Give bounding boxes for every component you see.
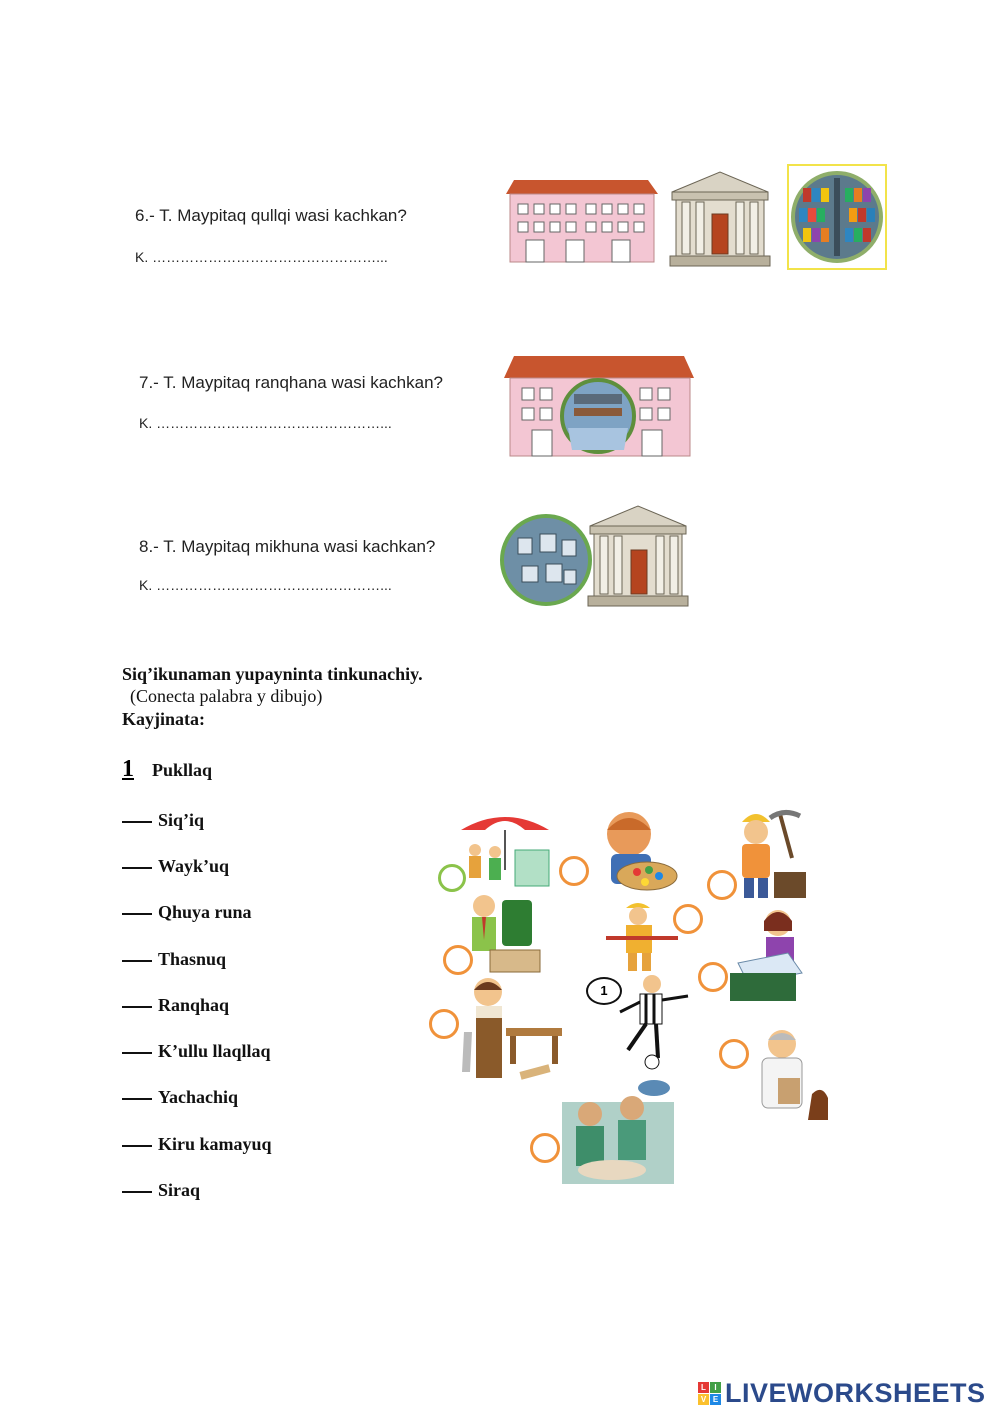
answer-blank[interactable] xyxy=(122,1051,152,1054)
example-label: Kayjinata: xyxy=(122,709,205,729)
answer-blank[interactable] xyxy=(122,912,152,915)
logo-letter: V xyxy=(698,1394,709,1405)
word-kiru-kamayuq: Kiru kamayuq xyxy=(158,1134,272,1154)
answer-circle[interactable] xyxy=(438,864,466,892)
logo-icon xyxy=(698,1382,721,1405)
logo-letter: L xyxy=(698,1382,709,1393)
logo-letter: I xyxy=(710,1382,721,1393)
answer-blank[interactable] xyxy=(122,1190,152,1193)
word-qhuya-runa: Qhuya runa xyxy=(158,902,252,922)
restaurant-image xyxy=(500,504,696,614)
word-row xyxy=(122,949,226,970)
logo-text: LIVEWORKSHEETS xyxy=(725,1378,986,1408)
answer-blank[interactable] xyxy=(122,1005,152,1008)
question-8: 8.- T. Maypitaq mikhuna wasi kachkan? xyxy=(139,537,436,556)
exercise-title: Siq’ikunaman yupayninta tinkunachiy. xyxy=(122,664,423,684)
answer-7[interactable]: K. …………………………………………... xyxy=(139,415,392,431)
library-image xyxy=(789,166,885,268)
word-siraq: Siraq xyxy=(158,1180,201,1200)
example-row xyxy=(122,756,212,783)
answer-blank[interactable] xyxy=(122,959,152,962)
word-yachachiq: Yachachiq xyxy=(158,1087,239,1107)
dentist-illustration xyxy=(562,1078,674,1184)
word-ranqhaq: Ranqhaq xyxy=(158,995,230,1015)
liveworksheets-logo xyxy=(698,1378,986,1409)
pink-building-image xyxy=(502,176,660,264)
classical-building-image xyxy=(668,170,772,268)
word-row xyxy=(122,902,252,923)
answer-circle[interactable] xyxy=(530,1133,560,1163)
example-number: 1 xyxy=(122,756,134,782)
question-7: 7.- T. Maypitaq ranqhana wasi kachkan? xyxy=(139,373,443,392)
word-row xyxy=(122,1134,272,1155)
word-siqiq: Siq’iq xyxy=(158,810,205,830)
firefighter-illustration xyxy=(598,898,684,974)
example-answer-circle: 1 xyxy=(586,977,622,1005)
answer-circle[interactable] xyxy=(719,1039,749,1069)
answer-circle[interactable] xyxy=(707,870,737,900)
word-row xyxy=(122,856,229,877)
word-kullu-llaqllaq: K’ullu llaqllaq xyxy=(158,1041,271,1061)
word-pukllaq: Pukllaq xyxy=(152,760,213,780)
answer-blank[interactable] xyxy=(122,1144,152,1147)
shop-building-image xyxy=(502,354,696,458)
word-thasnuq: Thasnuq xyxy=(158,949,227,969)
library-image-frame xyxy=(787,164,887,270)
word-row xyxy=(122,1087,238,1108)
answer-circle[interactable] xyxy=(559,856,589,886)
answer-8[interactable]: K. …………………………………………... xyxy=(139,577,392,593)
vendor-illustration xyxy=(455,810,555,890)
answer-blank[interactable] xyxy=(122,1097,152,1100)
painter-illustration xyxy=(585,806,681,896)
answer-circle[interactable] xyxy=(698,962,728,992)
exercise-subtitle: (Conecta palabra y dibujo) xyxy=(130,686,323,706)
answer-6[interactable]: K. …………………………………………... xyxy=(135,249,388,265)
shopkeeper-illustration xyxy=(742,1024,834,1128)
answer-blank[interactable] xyxy=(122,866,152,869)
question-6: 6.- T. Maypitaq qullqi wasi kachkan? xyxy=(135,206,407,225)
word-row xyxy=(122,1041,271,1062)
answer-blank[interactable] xyxy=(122,820,152,823)
carpenter-illustration xyxy=(460,972,570,1090)
answer-circle[interactable] xyxy=(673,904,703,934)
teacher-illustration xyxy=(728,903,812,1003)
logo-letter: E xyxy=(710,1394,721,1405)
word-row xyxy=(122,995,229,1016)
answer-circle[interactable] xyxy=(443,945,473,975)
word-row xyxy=(122,1180,200,1201)
word-row xyxy=(122,810,204,831)
answer-circle[interactable] xyxy=(429,1009,459,1039)
word-waykuq: Wayk’uq xyxy=(158,856,230,876)
miner-illustration xyxy=(728,806,812,902)
